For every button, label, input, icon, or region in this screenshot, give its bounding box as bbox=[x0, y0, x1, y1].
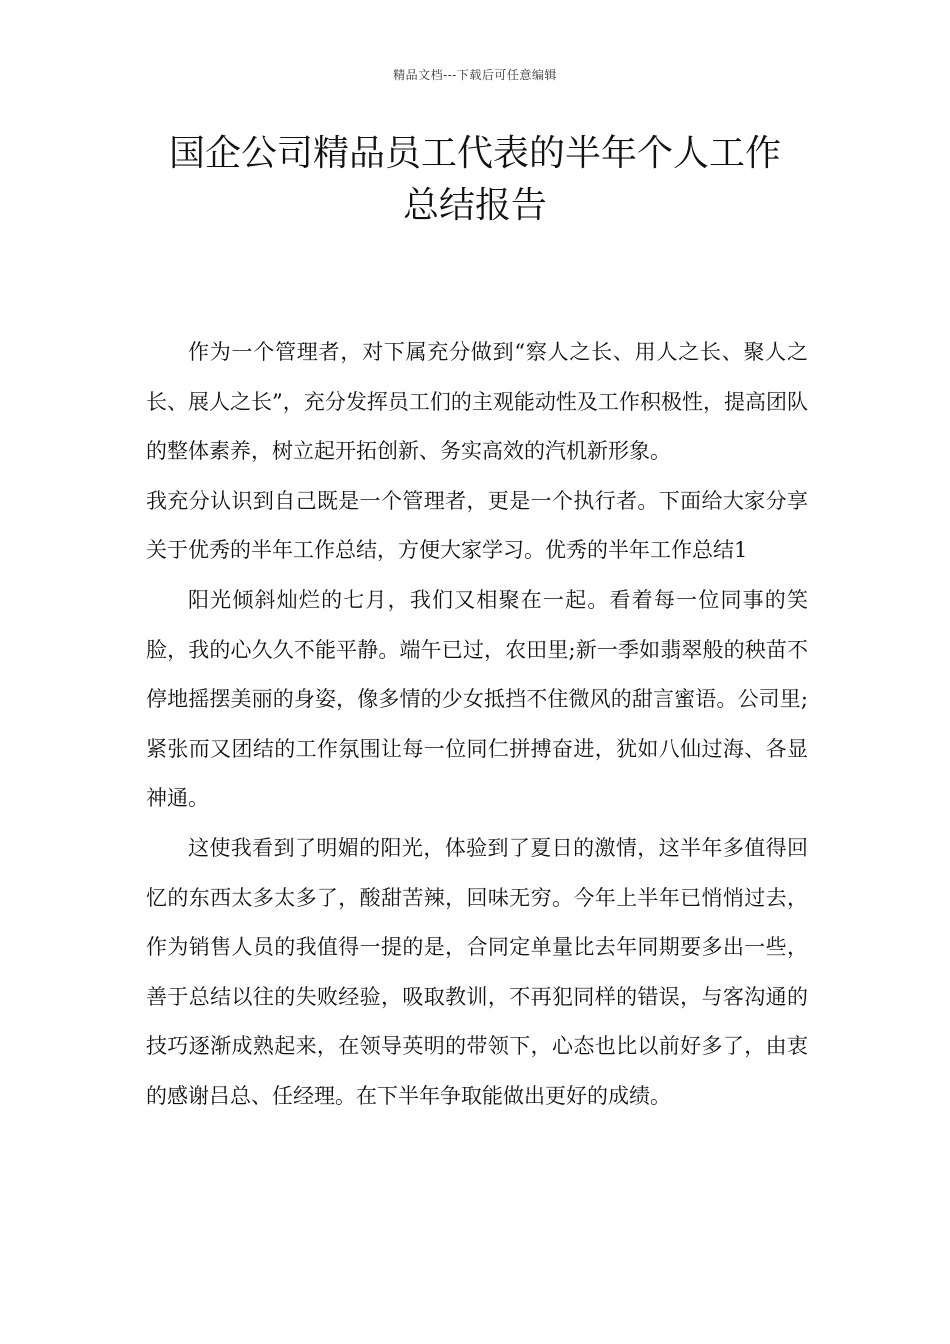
title-line-2: 总结报告 bbox=[402, 185, 547, 226]
document-title bbox=[120, 128, 830, 232]
paragraph-2: 我充分认识到自己既是一个管理者，更是一个执行者。下面给大家分享关于优秀的半年工作总结，方便大家学习。优秀的半年工作总结1 bbox=[146, 488, 808, 563]
title-line-1: 国企公司精品员工代表的半年个人工作 bbox=[168, 133, 781, 174]
document-body bbox=[146, 328, 808, 1122]
paragraph-4: 这使我看到了明媚的阳光，体验到了夏日的激情，这半年多值得回忆的东西太多太多了，酸甜苦辣，回味无穷。今年上半年已悄悄过去，作为销售人员的我值得一提的是，合同定单量比去年同期要多出一些，善于总结以往的失败经验，吸取教训，不再犯同样的错误，与客沟通的技巧逐渐成熟起来，在领导英明的带领下，心态也比以前好多了，由衷的感谢吕总、任经理。在下半年争取能做出更好的成绩。 bbox=[146, 835, 808, 1108]
paragraph-3: 阳光倾斜灿烂的七月，我们又相聚在一起。看着每一位同事的笑脸，我的心久久不能平静。端午已过，农田里;新一季如翡翠般的秧苗不停地摇摆美丽的身姿，像多情的少女抵挡不住微风的甜言蜜语。公司里;紧张而又团结的工作氛围让每一位同仁拼搏奋进，犹如八仙过海、各显神通。 bbox=[146, 587, 808, 811]
paragraph-1: 作为一个管理者，对下属充分做到“察人之长、用人之长、聚人之长、展人之长”，充分发挥员工们的主观能动性及工作积极性，提高团队的整体素养，树立起开拓创新、务实高效的汽机新形象。 bbox=[146, 340, 808, 464]
running-header: 精品文档---下载后可任意编辑 bbox=[393, 68, 557, 82]
